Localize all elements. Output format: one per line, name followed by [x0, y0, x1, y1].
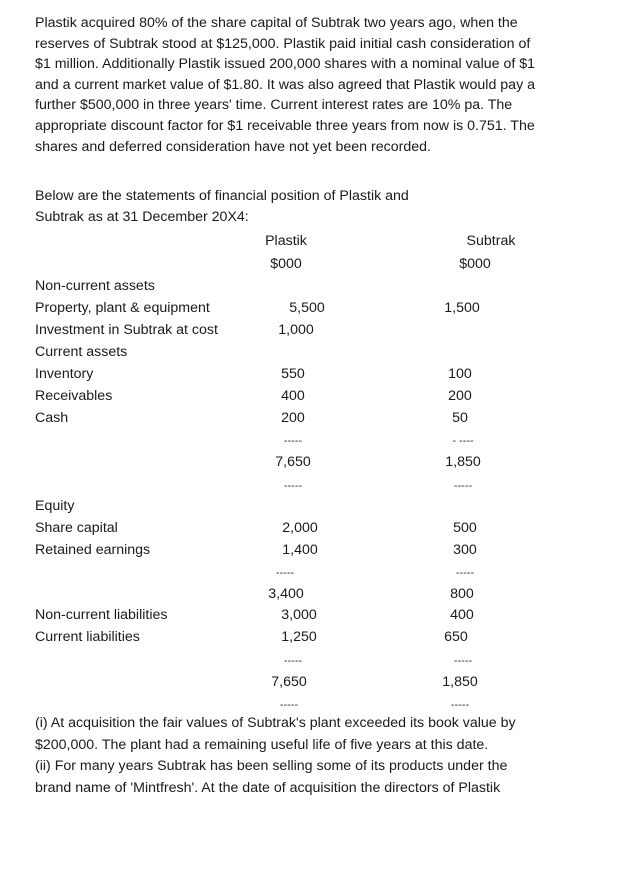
- share-capital-subtrak: 500: [453, 520, 477, 536]
- non-current-assets-heading: Non-current assets: [35, 278, 155, 294]
- intro-line: Plastik acquired 80% of the share capital of Subtrak two years ago, when the: [35, 15, 518, 31]
- intro-line: appropriate discount factor for $1 receivable three years from now is 0.751. The: [35, 117, 535, 134]
- share-capital-label: Share capital: [35, 520, 118, 536]
- unit-plastik: $000: [270, 256, 302, 272]
- retained-earnings-subtrak: 300: [453, 542, 477, 558]
- total-assets-subtrak: 1,850: [445, 454, 481, 470]
- retained-earnings-plastik: 1,400: [282, 542, 318, 558]
- double-underline-subtrak: -----: [453, 480, 473, 492]
- notes-paragraph: [35, 713, 605, 799]
- cash-plastik: 200: [281, 410, 305, 426]
- liabilities-underline-subtrak: -----: [453, 655, 473, 667]
- ppe-subtrak: 1,500: [444, 300, 480, 316]
- underline-plastik: -----: [283, 435, 303, 447]
- inventory-subtrak: 100: [448, 366, 472, 382]
- receivables-plastik: 400: [281, 388, 305, 404]
- intro-line: shares and deferred consideration have not yet been recorded.: [35, 138, 431, 155]
- note-line: (ii) For many years Subtrak has been selling some of its products under the: [35, 758, 508, 774]
- equity-total-plastik: 3,400: [268, 586, 304, 602]
- current-liabilities-label: Current liabilities: [35, 629, 140, 645]
- cash-label: Cash: [35, 410, 69, 426]
- intro-line: $1 million. Additionally Plastik issued 200,000 shares with a nominal value of $1: [35, 56, 536, 73]
- total-equity-liabilities-plastik: 7,650: [271, 674, 307, 690]
- header-plastik: Plastik: [265, 233, 307, 249]
- total-assets-plastik: 7,650: [275, 454, 311, 470]
- inventory-label: Inventory: [35, 366, 94, 382]
- inventory-plastik: 550: [281, 366, 305, 382]
- ppe-label: Property, plant & equipment: [35, 300, 210, 316]
- current-liabilities-subtrak: 650: [444, 629, 468, 645]
- non-current-liabilities-plastik: 3,000: [281, 607, 317, 623]
- non-current-liabilities-subtrak: 400: [450, 607, 474, 623]
- note-line: $200,000. The plant had a remaining useful life of five years at this date.: [35, 736, 489, 753]
- statement-intro-line: Subtrak as at 31 December 20X4:: [35, 209, 249, 225]
- retained-earnings-label: Retained earnings: [35, 542, 151, 558]
- cash-subtrak: 50: [452, 410, 468, 426]
- equity-heading: Equity: [35, 498, 75, 514]
- liabilities-underline-plastik: -----: [283, 655, 303, 667]
- equity-underline-plastik: -----: [275, 567, 295, 579]
- current-assets-heading: Current assets: [35, 344, 128, 360]
- header-subtrak: Subtrak: [466, 233, 516, 249]
- investment-plastik: 1,000: [278, 322, 314, 338]
- final-underline-subtrak: -----: [450, 699, 470, 711]
- ppe-plastik: 5,500: [289, 300, 325, 316]
- intro-line: further $500,000 in three years' time. Current interest rates are 10% pa. The: [35, 97, 513, 114]
- note-line: brand name of 'Mintfresh'. At the date of acquisition the directors of Plastik: [35, 779, 501, 796]
- total-equity-liabilities-subtrak: 1,850: [442, 674, 478, 690]
- underline-subtrak: - ----: [452, 435, 474, 447]
- note-line: (i) At acquisition the fair values of Subtrak's plant exceeded its book value by: [35, 715, 516, 731]
- intro-line: reserves of Subtrak stood at $125,000. Plastik paid initial cash consideration of: [35, 35, 531, 52]
- equity-underline-subtrak: -----: [455, 567, 475, 579]
- double-underline-plastik: -----: [283, 480, 303, 492]
- statement-intro-line: Below are the statements of financial position of Plastik and: [35, 188, 409, 204]
- statement-intro: [35, 186, 485, 228]
- share-capital-plastik: 2,000: [282, 520, 318, 536]
- receivables-label: Receivables: [35, 388, 113, 404]
- equity-total-subtrak: 800: [450, 586, 474, 602]
- current-liabilities-plastik: 1,250: [281, 629, 317, 645]
- intro-paragraph: [35, 13, 600, 157]
- intro-line: and a current market value of $1.80. It was also agreed that Plastik would pay a: [35, 76, 535, 93]
- non-current-liabilities-label: Non-current liabilities: [35, 607, 168, 623]
- receivables-subtrak: 200: [448, 388, 472, 404]
- unit-subtrak: $000: [459, 256, 491, 272]
- final-underline-plastik: -----: [279, 699, 299, 711]
- investment-label: Investment in Subtrak at cost: [35, 322, 218, 338]
